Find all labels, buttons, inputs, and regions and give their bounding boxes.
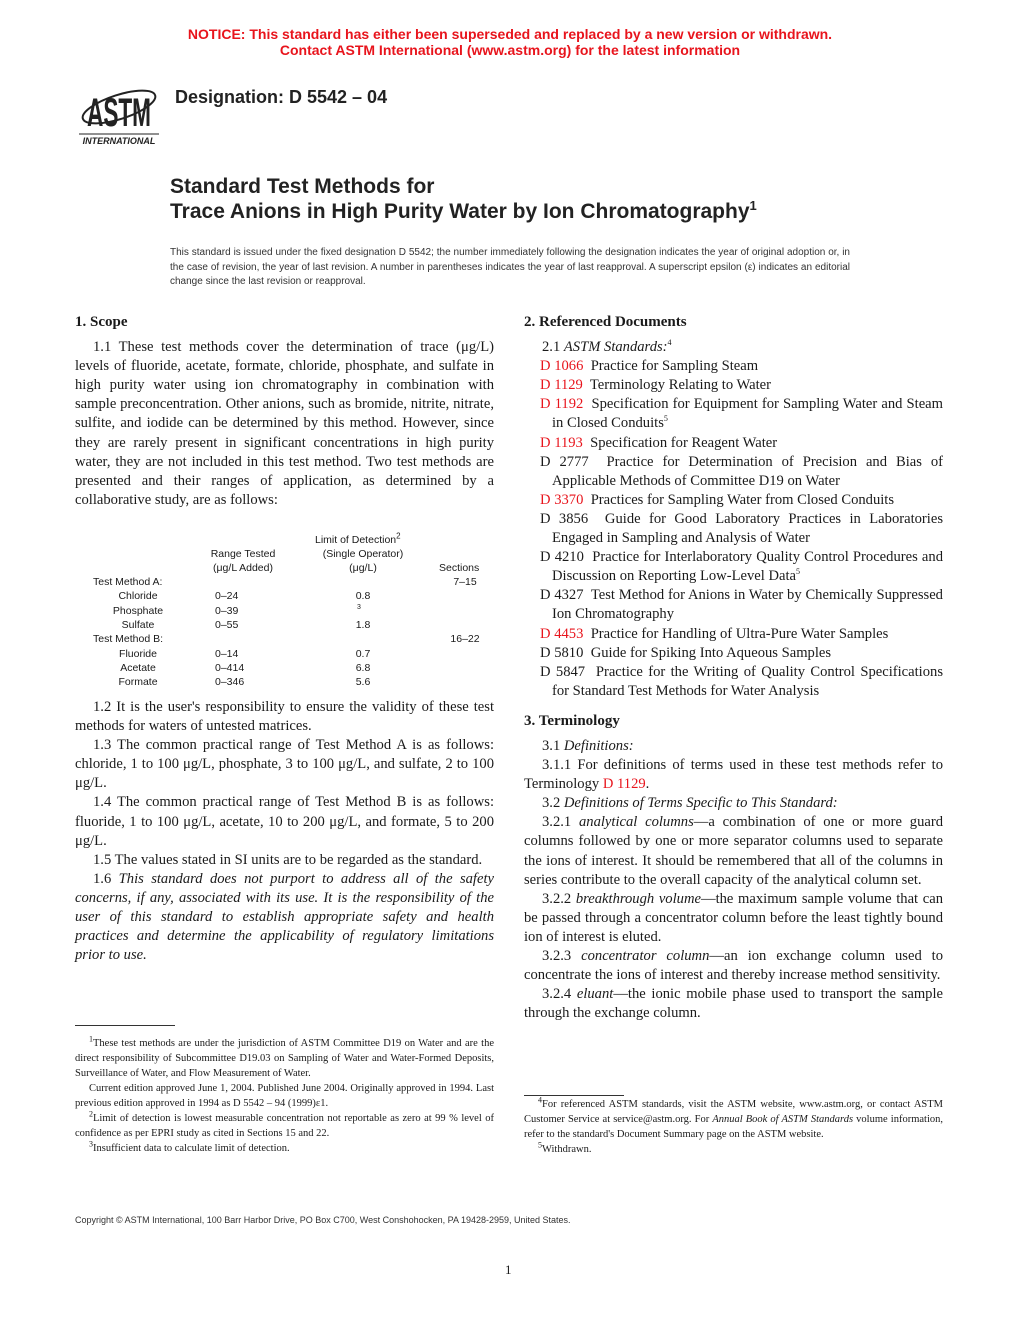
referenced-documents (524, 313, 943, 1023)
reference-code: D 5847 (540, 663, 586, 680)
page-number: 1 (505, 1262, 512, 1277)
terminology-3-2: 3.2 Definitions of Terms Specific to This Standard: (542, 795, 838, 812)
reference-code[interactable]: D 1129 (540, 377, 583, 394)
footnote-4: $^4$For referenced ASTM standards, visit the ASTM website, www.astm.org, or contact ASTM Customer Service at service@astm.org. For Annual Book of ASTM Standards volume information, refer to the standard's Document Summary page on the ASTM website. (524, 1095, 943, 1140)
anion-name: Acetate (120, 661, 156, 674)
range-header-1: Range Tested (210, 548, 276, 560)
reference-item (524, 644, 943, 663)
method-label: Test Method A: (93, 576, 163, 588)
scope-1-3: 1.3 The common practical range of Test Method A is as follows: chloride, 1 to 100 μg/L, phosphate, 3 to 100 μg/L, and sulfate, 2 to 100 μg/L. (75, 737, 494, 792)
terminology-heading: 3. Terminology (524, 712, 620, 729)
lod-cell: 6.8 (355, 661, 371, 674)
reference-code[interactable]: D 1066 (540, 358, 584, 375)
reference-item (524, 434, 943, 453)
footnotes-right (524, 1097, 943, 1157)
title-text: Trace Anions in High Purity Water by Ion Chromatography (170, 200, 750, 223)
range-cell: 0–55 (215, 618, 239, 631)
withdrawal-notice (0, 27, 1020, 58)
reference-code: D 5810 (540, 644, 584, 661)
lod-cell: 0.8 (355, 590, 371, 603)
sections-cell: 16–22 (450, 633, 480, 646)
lod-footnote-ref: 3 (357, 603, 361, 611)
terminology-3-1: 3.1 Definitions: (542, 737, 634, 754)
reference-code: D 3856 (540, 510, 589, 527)
reference-item (524, 510, 943, 548)
reference-item (524, 376, 943, 395)
copyright: Copyright © ASTM International, 100 Barr Harbor Drive, PO Box C700, West Conshohocken, PA 19428-2959, United States. (75, 1215, 571, 1225)
reference-item (524, 491, 943, 510)
defined-term: eluant (576, 986, 614, 1003)
svg-text:INTERNATIONAL: INTERNATIONAL (82, 136, 156, 146)
reference-item (524, 548, 943, 586)
footnote-ref: 5 (663, 414, 668, 424)
notice-line-2: Contact ASTM International (www.astm.org) for the latest information (279, 41, 741, 58)
footnote-1: $^1$These test methods are under the jurisdiction of ASTM Committee D19 on Water and are the direct responsibility of Subcommittee D19.03 on Sampling of Water and Water-Formed Deposits, Surveillance of Water, and Flow Measurement of Water. (75, 1034, 494, 1079)
lod-cell: 5.6 (355, 676, 371, 689)
lod-header-3: (μg/L) (349, 562, 377, 574)
reference-code[interactable]: D 4453 (540, 625, 584, 642)
reference-code: D 4327 (540, 587, 584, 604)
footnote-5: $^5$Withdrawn. (538, 1140, 592, 1155)
defined-term: analytical columns (578, 814, 694, 831)
document-title (170, 174, 757, 224)
range-cell: 0–14 (215, 647, 239, 660)
range-header-2: (μg/L Added) (213, 562, 273, 574)
svg-text:ASTM: ASTM (87, 91, 151, 135)
range-cell: 0–414 (215, 661, 245, 674)
reference-code[interactable]: D 1193 (540, 434, 583, 451)
scope-1-6: 1.6 This standard does not purport to address all of the safety concerns, if any, associated with its use. It is the responsibility of the user of this standard to establish appropriate safety and health practices and determine the applicability of regulatory limitations prior to use. (75, 870, 494, 964)
reference-title: Terminology Relating to Water (589, 377, 772, 394)
scope-heading: 1. Scope (75, 314, 128, 330)
d1129-link[interactable]: D 1129 (602, 776, 646, 793)
reference-title: Specification for Equipment for Sampling Water and Steam in Closed Conduits (552, 396, 944, 432)
anion-name: Formate (118, 676, 158, 689)
definition-item: 3.2.3 concentrator column—an ion exchange column used to concentrate the ions of interest and thereby increase method sensitivity. (524, 948, 944, 984)
lod-header-1: Limit of Detection$^2$ (315, 531, 401, 546)
lod-cell: 1.8 (355, 618, 371, 631)
reference-code[interactable]: D 3370 (540, 491, 584, 508)
astm-standards-label: 2.1 ASTM Standards:$^4$ (542, 338, 672, 356)
anion-name: Phosphate (112, 604, 164, 617)
scope-1-5: 1.5 The values stated in SI units are to be regarded as the standard. (93, 851, 483, 868)
sections-cell: 7–15 (453, 576, 477, 588)
defined-term: breakthrough volume (575, 890, 701, 907)
definition-item: 3.2.2 breakthrough volume—the maximum sample volume that can be passed through a concentrator column before the least tightly bound ion of interest is eluted. (524, 890, 943, 945)
anion-name: Fluoride (119, 647, 157, 660)
reference-title: Practice for Handling of Ultra-Pure Water Samples (590, 625, 889, 642)
reference-title: Practice for Sampling Steam (590, 358, 759, 375)
reference-title: Practice for Interlaboratory Quality Control Procedures and Discussion on Reporting Low-Level Data (552, 549, 943, 585)
scope-1-4: 1.4 The common practical range of Test Method B is as follows: fluoride, 1 to 100 μg/L, acetate, 10 to 200 μg/L, and formate, 5 to 200 μg/L. (75, 794, 494, 849)
refdocs-heading: 2. Referenced Documents (524, 314, 687, 330)
reference-title: Specification for Reagent Water (590, 434, 778, 451)
reference-item (524, 586, 943, 624)
sections-header: Sections (439, 562, 480, 574)
definition-item: 3.2.4 eluant—the ionic mobile phase used to transport the sample through the exchange column. (524, 986, 943, 1022)
footnotes-left (75, 1036, 494, 1156)
reference-item (524, 453, 943, 491)
terminology-3-1-1: 3.1.1 For definitions of terms used in these test methods refer to Terminology D 1129. (524, 757, 943, 793)
range-cell: 0–24 (215, 590, 239, 603)
lod-cell: 0.7 (355, 647, 371, 660)
reference-title: Guide for Good Laboratory Practices in Laboratories Engaged in Sampling and Analysis of Water (552, 510, 943, 547)
reference-title: Guide for Spiking Into Aqueous Samples (590, 644, 832, 661)
astm-logo (77, 72, 161, 148)
reference-title: Practice for the Writing of Quality Control Specifications for Standard Test Methods for Water Analysis (552, 663, 943, 699)
reference-item (524, 663, 943, 701)
notice-line-1: NOTICE: This standard has either been superseded and replaced by a new version or withdrawn. (187, 26, 833, 42)
definition-item: 3.2.1 analytical columns—a combination of one or more guard columns followed by one or more separator columns used to separate the ions of interest. It should be remembered that all of the columns in series contribute to the overall capacity of the analytical column set. (524, 814, 944, 888)
defined-term: concentrator column (581, 948, 710, 964)
reference-code[interactable]: D 1192 (540, 396, 584, 413)
reference-title: Practices for Sampling Water from Closed Conduits (590, 491, 895, 508)
anion-name: Chloride (118, 590, 158, 603)
scope-1-1: 1.1 These test methods cover the determination of trace (μg/L) levels of fluoride, acetate, formate, chloride, phosphate, and sulfate in high purity water using ion chromatography in combination with sample preconcentration. Other anions, such as bromide, nitrite, nitrate, sulfite, and iodide can be determined by this method. However, since they are rarely present in significant concentrations in high purity water, they are not included in this test method. Two test methods are presented and their ranges of application, as determined by a collaborative study, are as follows: (75, 339, 494, 508)
range-cell: 0–346 (215, 676, 245, 689)
designation: Designation: D 5542 – 04 (175, 87, 388, 107)
anion-name: Sulfate (121, 618, 155, 631)
footnote-1-edition: Current edition approved June 1, 2004. Published June 2004. Originally approved in 1994. Last previous edition approved in 1994 as D 5542 – 94 (1999)ε1. (75, 1083, 494, 1109)
footnote-rule (75, 1025, 175, 1026)
reference-item (524, 625, 943, 644)
scope-1-2: 1.2 It is the user's responsibility to ensure the validity of these test methods for waters of untested matrices. (75, 699, 494, 735)
footnote-3: $^3$Insufficient data to calculate limit of detection. (89, 1139, 290, 1154)
range-cell: 0–39 (215, 604, 239, 617)
reference-item (524, 395, 943, 433)
footnote-ref: 5 (796, 567, 800, 577)
scope-section (75, 313, 494, 510)
reference-code: D 4210 (540, 549, 584, 566)
reference-code: D 2777 (540, 453, 589, 470)
reference-item (524, 357, 943, 376)
issue-note: This standard is issued under the fixed designation D 5542; the number immediately following the designation indicates the year of original adoption or, in the case of revision, the year of last revision. A number in parentheses indicates the year of last reapproval. A superscript epsilon (ε) indicates an editorial change since the last revision or reapproval. (170, 247, 850, 287)
title-footnote-ref: 1 (749, 198, 757, 213)
lod-header-2: (Single Operator) (322, 548, 404, 560)
reference-title: Test Method for Anions in Water by Chemically Suppressed Ion Chromatography (552, 587, 943, 623)
method-label: Test Method B: (93, 633, 164, 646)
title-line-1: Standard Test Methods for (170, 175, 435, 198)
title-line-2 (170, 199, 757, 224)
scope-continued (75, 698, 494, 965)
reference-title: Practice for Determination of Precision and Bias of Applicable Methods of Committee D19 on Water (552, 453, 943, 489)
footnote-2: $^2$Limit of detection is lowest measurable concentration not reportable as zero at 99 % level of confidence as per EPRI study as cited in Sections 15 and 22. (75, 1109, 494, 1139)
